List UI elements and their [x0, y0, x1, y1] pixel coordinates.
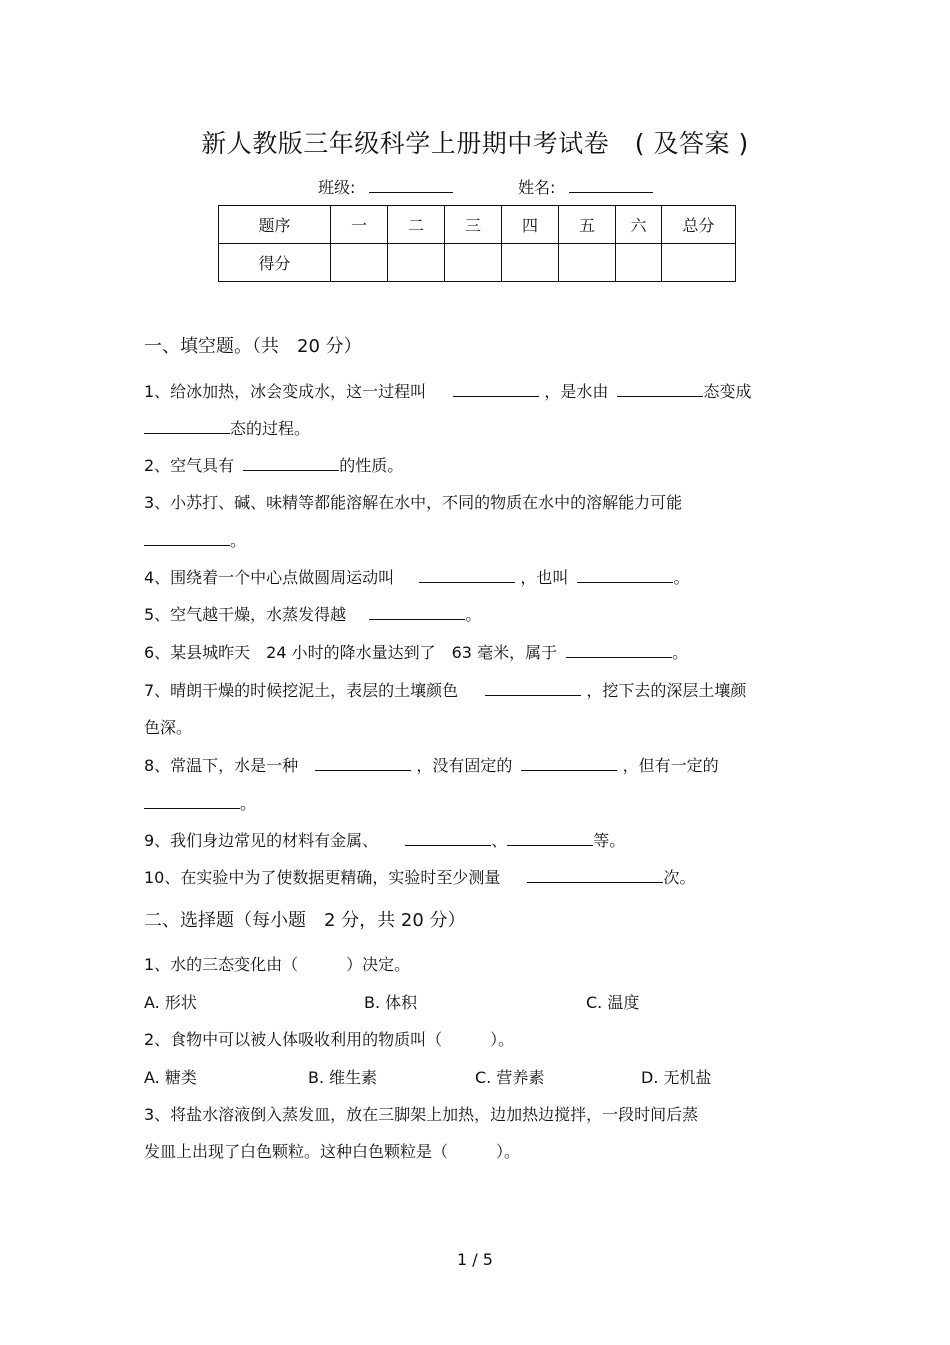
score-table-score-row: [219, 244, 736, 282]
score-table-header-row: [219, 206, 736, 244]
score-cell: 三: [445, 206, 502, 244]
answer-blank: [144, 794, 240, 809]
choice-option: B. 维生素: [308, 1068, 378, 1087]
question-2: [144, 453, 403, 476]
choice-option: D. 无机盐: [641, 1068, 712, 1087]
question-4: [144, 565, 690, 588]
choice-question-3-cont: 发皿上出现了白色颗粒。这种白色颗粒是（ ）。: [144, 1142, 521, 1161]
question-text: 态变成: [703, 382, 752, 401]
score-cell: 六: [616, 206, 662, 244]
answer-blank: [405, 831, 491, 846]
answer-blank: [485, 681, 581, 696]
score-cell-empty: [662, 244, 736, 282]
answer-blank: [577, 568, 673, 583]
answer-blank: [507, 831, 593, 846]
choice-option: A. 形状: [144, 993, 197, 1012]
question-text: 5、空气越干燥，水蒸发得越: [144, 605, 347, 624]
answer-blank: [566, 643, 672, 658]
question-text: 1、给冰加热，冰会变成水，这一过程叫: [144, 382, 427, 401]
question-3: [144, 490, 682, 513]
question-text: 10、在实验中为了使数据更精确，实验时至少测量: [144, 868, 501, 887]
choice-option: B. 体积: [364, 993, 418, 1012]
choice-option: C. 营养素: [475, 1068, 545, 1087]
question-text: ，是水由: [544, 382, 609, 401]
question-text: 4、围绕着一个中心点做圆周运动叫: [144, 568, 395, 587]
name-label: 姓名:: [518, 178, 556, 197]
answer-blank: [521, 756, 617, 771]
question-1-cont: [144, 416, 310, 439]
score-cell: 总分: [662, 206, 736, 244]
question-9: [144, 828, 625, 851]
question-text: 。: [230, 531, 247, 550]
question-text: 次。: [663, 868, 696, 887]
question-10: [144, 865, 695, 888]
score-cell-empty: [616, 244, 662, 282]
question-text: 9、我们身边常见的材料有金属、: [144, 831, 379, 850]
class-blank: [369, 176, 453, 193]
question-text: 。: [673, 568, 690, 587]
answer-blank: [419, 568, 515, 583]
class-field: [318, 175, 453, 198]
score-cell: 二: [388, 206, 445, 244]
choice-question-3: 3、将盐水溶液倒入蒸发皿，放在三脚架上加热，边加热边搅拌，一段时间后蒸: [144, 1105, 699, 1124]
score-cell: 得分: [219, 244, 331, 282]
choice-question-2: 2、食物中可以被人体吸收利用的物质叫（ ）。: [144, 1030, 515, 1049]
question-5: [144, 602, 481, 625]
section2-heading: 二、选择题（每小题 2 分，共 20 分）: [144, 910, 466, 931]
answer-blank: [144, 419, 230, 434]
answer-blank: [527, 868, 663, 883]
question-text: 。: [672, 643, 689, 662]
question-text: 的性质。: [339, 456, 404, 475]
question-8-cont: [144, 791, 256, 814]
question-text: ，挖下去的深层土壤颜: [586, 681, 747, 700]
question-text: 6、某县城昨天 24 小时的降水量达到了 63 毫米，属于: [144, 643, 558, 662]
score-cell-empty: [331, 244, 388, 282]
question-text: 。: [465, 605, 482, 624]
question-text: ，也叫: [520, 568, 569, 587]
question-text: 。: [240, 794, 257, 813]
question-text: ，没有固定的: [416, 756, 513, 775]
score-cell-empty: [388, 244, 445, 282]
answer-blank: [243, 456, 339, 471]
class-label: 班级:: [318, 178, 356, 197]
score-cell-empty: [502, 244, 559, 282]
question-7-cont: [144, 715, 192, 738]
question-text: ，但有一定的: [622, 756, 719, 775]
score-cell: 四: [502, 206, 559, 244]
score-cell-empty: [445, 244, 502, 282]
score-cell: 五: [559, 206, 616, 244]
score-table: [218, 205, 736, 282]
page-title: 新人教版三年级科学上册期中考试卷 ( 及答案 ): [201, 129, 749, 158]
question-text: 8、常温下，水是一种: [144, 756, 299, 775]
page-number: 1 / 5: [457, 1250, 493, 1269]
question-text: 态的过程。: [230, 419, 311, 438]
name-blank: [569, 176, 653, 193]
question-6: [144, 640, 688, 663]
answer-blank: [617, 382, 703, 397]
answer-blank: [453, 382, 539, 397]
question-3-cont: [144, 528, 246, 551]
score-cell: 题序: [219, 206, 331, 244]
answer-blank: [315, 756, 411, 771]
answer-blank: [144, 531, 230, 546]
name-field: [518, 175, 653, 198]
score-cell: 一: [331, 206, 388, 244]
question-7: [144, 678, 746, 701]
answer-blank: [369, 605, 465, 620]
choice-question-1: 1、水的三态变化由（ ）决定。: [144, 955, 411, 974]
question-text: 7、晴朗干燥的时候挖泥土，表层的土壤颜色: [144, 681, 459, 700]
choice-option: A. 糖类: [144, 1068, 197, 1087]
question-8: [144, 753, 719, 776]
section1-heading: 一、填空题。（共 20 分）: [144, 336, 362, 357]
score-cell-empty: [559, 244, 616, 282]
question-text: 3、小苏打、碱、味精等都能溶解在水中，不同的物质在水中的溶解能力可能: [144, 493, 683, 512]
question-text: 等。: [593, 831, 626, 850]
question-1: [144, 379, 752, 402]
question-text: 色深。: [144, 718, 193, 737]
question-text: 、: [491, 831, 508, 850]
question-text: 2、空气具有: [144, 456, 235, 475]
choice-option: C. 温度: [586, 993, 640, 1012]
